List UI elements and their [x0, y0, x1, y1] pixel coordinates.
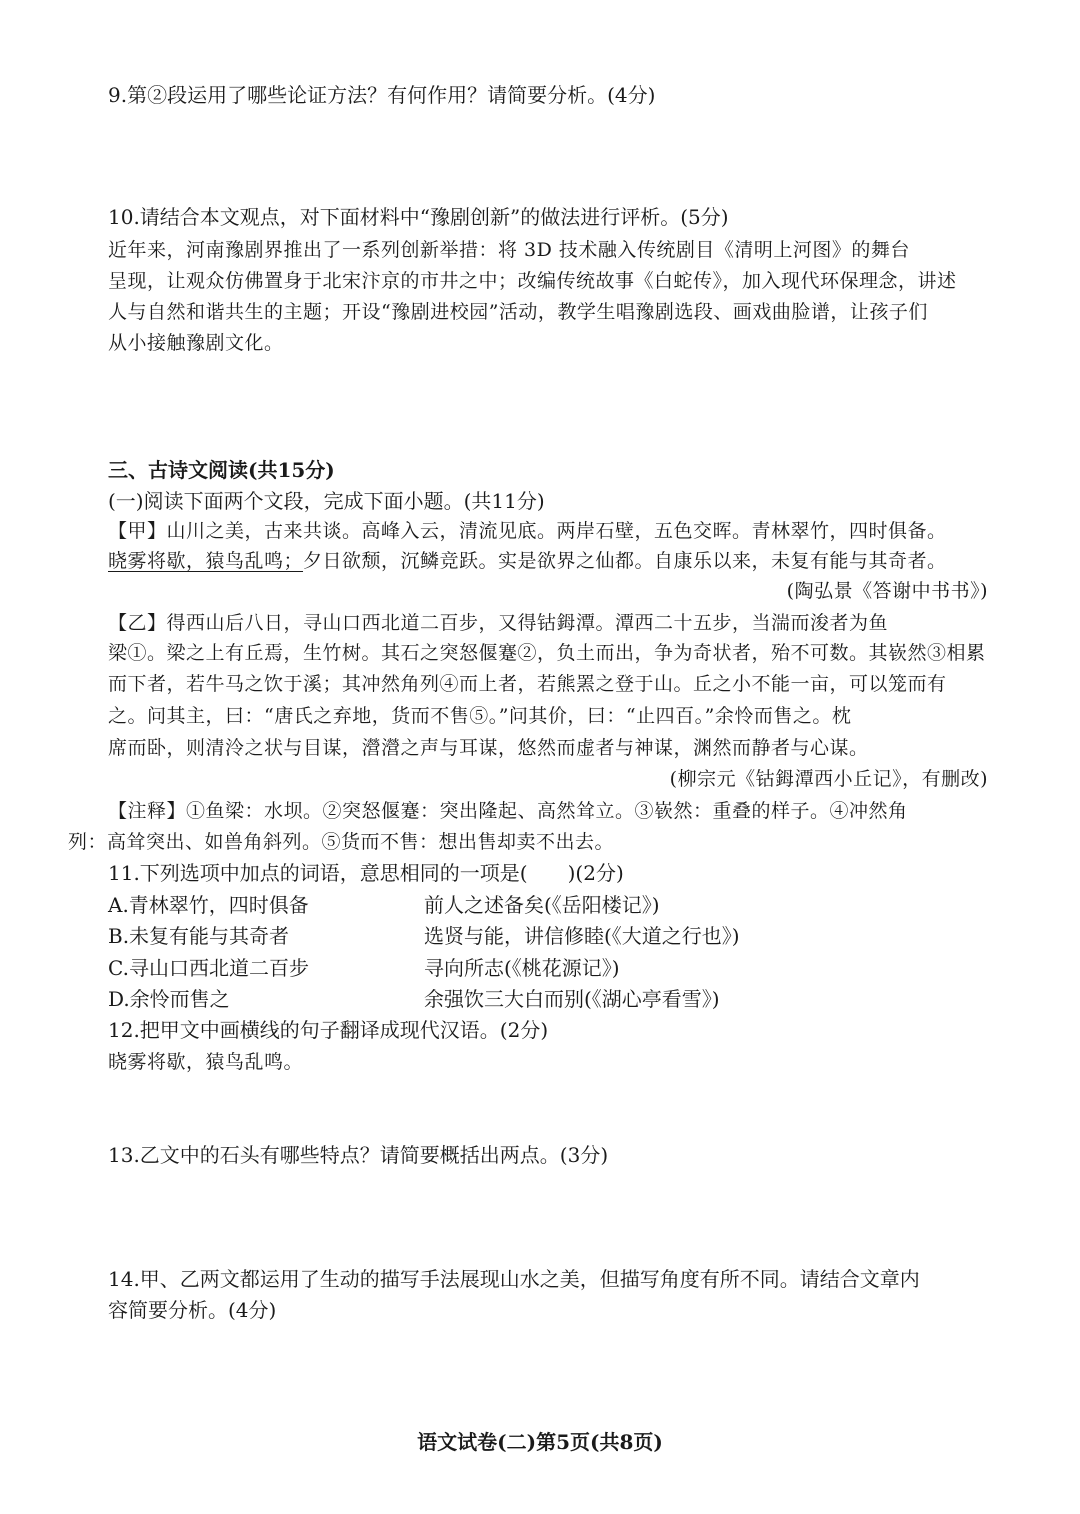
notes-line-1: 【注释】①鱼梁：水坝。②突怒偃蹇：突出隆起、高然耸立。③嵚然：重叠的样子。④冲然角 [108, 800, 908, 822]
notes-line-2: 列：高耸突出、如兽角斜列。⑤货而不售：想出售却卖不出去。 [68, 831, 615, 853]
q11-option-c-left: C.寻山口西北道二百步 [108, 956, 309, 980]
section-3-subheading: (一)阅读下面两个文段，完成下面小题。(共11分) [108, 489, 545, 513]
passage-yi-line-2: 梁①。梁之上有丘焉，生竹树。其石之突怒偃蹇②，负土而出，争为奇状者，殆不可数。其嵚然③相累 [108, 642, 986, 664]
question-14-line-2: 容简要分析。(4分) [108, 1298, 277, 1322]
question-10-title: 10.请结合本文观点，对下面材料中“豫剧创新”的做法进行评析。(5分) [108, 205, 729, 229]
passage-jia-line-2 [108, 546, 947, 576]
q11-option-d [108, 984, 1008, 1014]
question-14-line-1: 14.甲、乙两文都运用了生动的描写手法展现山水之美，但描写角度有所不同。请结合文章内 [108, 1267, 920, 1291]
q11-option-d-right: 余强饮三大白而别(《湖心亭看雪》) [424, 987, 720, 1011]
q10-material-line-4: 从小接触豫剧文化。 [108, 332, 284, 354]
q11-option-a-left: A.青林翠竹，四时俱备 [108, 893, 309, 917]
passage-yi-line-3: 而下者，若牛马之饮于溪；其冲然角列④而上者，若熊罴之登于山。丘之小不能一亩，可以笼而有 [108, 673, 947, 695]
q11-option-b [108, 921, 1008, 951]
q11-option-b-left: B.未复有能与其奇者 [108, 924, 290, 948]
passage-yi-line-4: 之。问其主，曰：“唐氏之弃地，货而不售⑤。”问其价，曰：“止四百。”余怜而售之。枕 [108, 705, 852, 727]
q10-material-line-3: 人与自然和谐共生的主题；开设“豫剧进校园”活动，教学生唱豫剧选段、画戏曲脸谱，让孩子们 [108, 301, 928, 323]
q10-material-line-2: 呈现，让观众仿佛置身于北宋汴京的市井之中；改编传统故事《白蛇传》，加入现代环保理念，讲述 [108, 270, 957, 292]
underlined-sentence: 晓雾将歇，猿鸟乱鸣； [108, 550, 304, 572]
question-12-sentence: 晓雾将歇，猿鸟乱鸣。 [108, 1051, 304, 1073]
passage-yi-source: (柳宗元《钴鉧潭西小丘记》，有删改) [669, 768, 988, 790]
passage-jia-line-1: 【甲】山川之美，古来共谈。高峰入云，清流见底。两岸石壁，五色交晖。青林翠竹，四时俱备。 [108, 520, 947, 542]
passage-jia-line-2-rest: 夕日欲颓，沉鳞竞跃。实是欲界之仙都。自康乐以来，未复有能与其奇者。 [303, 550, 947, 572]
passage-yi-line-1: 【乙】得西山后八日，寻山口西北道二百步，又得钴鉧潭。潭西二十五步，当湍而浚者为鱼 [108, 612, 889, 634]
q11-option-d-left: D.余怜而售之 [108, 987, 230, 1011]
page-footer: 语文试卷(二)第5页(共8页) [417, 1430, 663, 1454]
section-3-heading: 三、古诗文阅读(共15分) [108, 458, 335, 482]
q11-option-a [108, 890, 1008, 920]
question-12-title: 12.把甲文中画横线的句子翻译成现代汉语。(2分) [108, 1018, 549, 1042]
question-13: 13.乙文中的石头有哪些特点？请简要概括出两点。(3分) [108, 1143, 609, 1167]
passage-yi-line-5: 席而卧，则清泠之状与目谋，瀯瀯之声与耳谋，悠然而虚者与神谋，渊然而静者与心谋。 [108, 737, 869, 759]
q11-option-c [108, 953, 1008, 983]
q11-option-b-right: 选贤与能，讲信修睦(《大道之行也》) [424, 924, 740, 948]
question-11-title: 11.下列选项中加点的词语，意思相同的一项是( )(2分) [108, 861, 624, 885]
question-9: 9.第②段运用了哪些论证方法？有何作用？请简要分析。(4分) [108, 83, 656, 107]
q10-material-line-1: 近年来，河南豫剧界推出了一系列创新举措：将 3D 技术融入传统剧目《清明上河图》的舞台 [108, 239, 910, 261]
passage-jia-source: (陶弘景《答谢中书书》) [786, 580, 988, 602]
q11-option-a-right: 前人之述备矣(《岳阳楼记》) [424, 893, 660, 917]
q11-option-c-right: 寻向所志(《桃花源记》) [424, 956, 620, 980]
